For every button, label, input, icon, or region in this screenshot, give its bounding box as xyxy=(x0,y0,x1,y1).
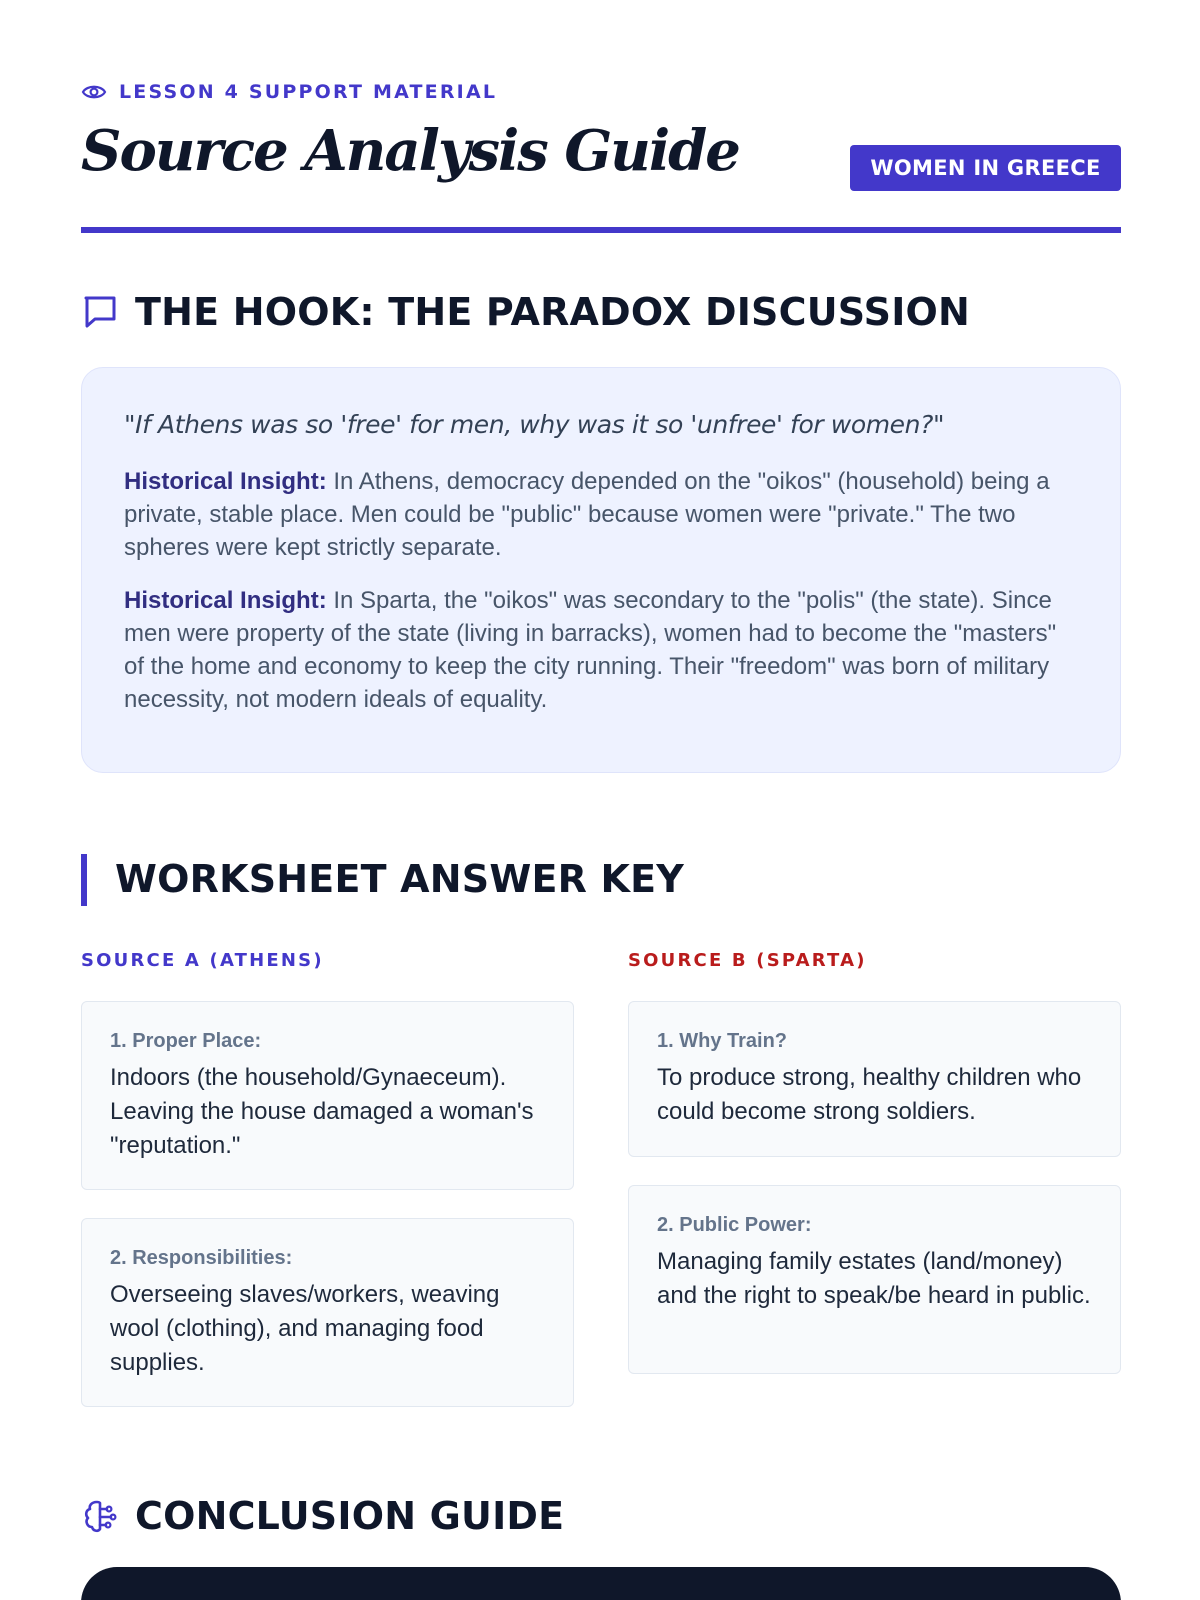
answer-card-sparta-1 xyxy=(628,1001,1121,1157)
page-title: Source Analysis Guide xyxy=(81,118,739,184)
source-a-label: SOURCE A (ATHENS) xyxy=(81,950,324,971)
eye-icon xyxy=(81,81,107,103)
answer-card-sparta-2 xyxy=(628,1185,1121,1374)
paradox-quote: "If Athens was so 'free' for men, why was it so 'unfree' for women?" xyxy=(124,410,945,439)
hook-heading-text: THE HOOK: THE PARADOX DISCUSSION xyxy=(135,290,971,334)
answer-text: Overseeing slaves/workers, weaving wool (clothing), and managing food supplies. xyxy=(110,1281,500,1376)
answer-key-heading xyxy=(115,857,684,901)
answer-card-athens-2 xyxy=(81,1218,574,1407)
chat-bubble-icon xyxy=(81,293,119,331)
insight-text: In Athens, democracy depended on the "oikos" (household) being a private, stable place. Men could be "public" because women were "private." The two spheres were kept strictly separate. xyxy=(124,468,1050,561)
hook-heading xyxy=(81,290,970,334)
answer-text: To produce strong, healthy children who could become strong soldiers. xyxy=(657,1064,1082,1125)
answer-text: Managing family estates (land/money) and the right to speak/be heard in public. xyxy=(657,1248,1091,1309)
lesson-eyebrow xyxy=(81,81,497,103)
insight-athens xyxy=(124,465,1080,564)
answer-question: 2. Public Power: xyxy=(657,1214,812,1236)
answer-key-heading-text: WORKSHEET ANSWER KEY xyxy=(115,857,685,901)
brain-icon xyxy=(81,1497,119,1535)
answer-text: Indoors (the household/Gynaeceum). Leaving the house damaged a woman's "reputation." xyxy=(110,1064,534,1159)
answer-card-athens-1 xyxy=(81,1001,574,1190)
answer-question: 1. Proper Place: xyxy=(110,1030,262,1052)
header-divider xyxy=(81,227,1121,233)
insight-label: Historical Insight: xyxy=(124,587,327,614)
conclusion-heading xyxy=(81,1494,564,1538)
paradox-card xyxy=(81,367,1121,773)
topic-badge: WOMEN IN GREECE xyxy=(850,145,1121,191)
insight-label: Historical Insight: xyxy=(124,468,327,495)
answer-question: 1. Why Train? xyxy=(657,1030,788,1052)
eyebrow-text: LESSON 4 SUPPORT MATERIAL xyxy=(119,81,498,103)
conclusion-card xyxy=(81,1567,1121,1600)
insight-text: In Sparta, the "oikos" was secondary to the "polis" (the state). Since men were property of the state (living in barracks), women had to become the "masters" of the home and economy to keep the city running. Their "freedom" was born of military necessity, not modern ideals of equality. xyxy=(124,587,1057,713)
source-b-label: SOURCE B (SPARTA) xyxy=(628,950,867,971)
conclusion-heading-text: CONCLUSION GUIDE xyxy=(135,1494,565,1538)
insight-sparta xyxy=(124,584,1080,716)
answer-question: 2. Responsibilities: xyxy=(110,1247,293,1269)
section-accent-bar xyxy=(81,854,87,906)
